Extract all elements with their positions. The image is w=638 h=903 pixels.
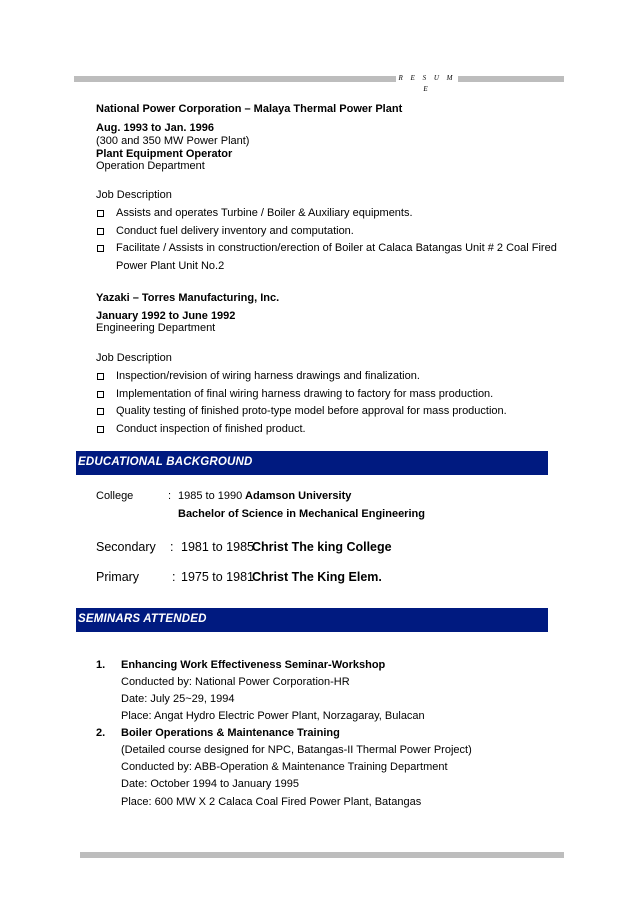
seminars-section-bar xyxy=(76,608,548,632)
education-section-title: EDUCATIONAL BACKGROUND xyxy=(78,456,253,468)
job1-duty: Assists and operates Turbine / Boiler & Auxiliary equipments. xyxy=(116,207,413,219)
job1-company: National Power Corporation – Malaya Thermal Power Plant xyxy=(96,103,403,115)
checkbox-bullet-icon xyxy=(97,373,104,380)
checkbox-bullet-icon xyxy=(97,210,104,217)
job1-position: Plant Equipment Operator xyxy=(96,148,233,160)
secondary-sep: : xyxy=(170,540,174,554)
job2-department: Engineering Department xyxy=(96,322,216,334)
seminar-detail: (Detailed course designed for NPC, Batangas-II Thermal Power Project) xyxy=(121,744,472,756)
college-years: 1985 to 1990 xyxy=(178,490,243,502)
seminar-detail: Place: Angat Hydro Electric Power Plant, Norzagaray, Bulacan xyxy=(121,710,425,722)
primary-school: Christ The King Elem. xyxy=(252,570,382,584)
college-sep: : xyxy=(168,490,172,502)
resume-tag: R E S U M E xyxy=(396,73,458,84)
job1-jd-label: Job Description xyxy=(96,189,172,201)
primary-years: 1975 to 1981 xyxy=(181,570,254,584)
seminar-detail: Conducted by: ABB-Operation & Maintenance Training Department xyxy=(121,761,448,773)
header-rule xyxy=(74,76,564,82)
checkbox-bullet-icon xyxy=(97,391,104,398)
college-label: College xyxy=(96,490,134,502)
job2-duty: Inspection/revision of wiring harness drawings and finalization. xyxy=(116,370,420,382)
job1-dates: Aug. 1993 to Jan. 1996 xyxy=(96,122,214,134)
job2-duty: Conduct inspection of finished product. xyxy=(116,423,306,435)
job2-duty: Implementation of final wiring harness drawing to factory for mass production. xyxy=(116,388,494,400)
seminar-name: Boiler Operations & Maintenance Training xyxy=(121,727,340,739)
seminar-number: 2. xyxy=(96,727,106,739)
footer-rule xyxy=(80,852,564,858)
job2-dates: January 1992 to June 1992 xyxy=(96,310,236,322)
job2-duty: Quality testing of finished proto-type model before approval for mass production. xyxy=(116,405,507,417)
seminar-number: 1. xyxy=(96,659,106,671)
secondary-school: Christ The king College xyxy=(252,540,392,554)
checkbox-bullet-icon xyxy=(97,426,104,433)
seminar-detail: Date: July 25~29, 1994 xyxy=(121,693,235,705)
secondary-years: 1981 to 1985 xyxy=(181,540,254,554)
primary-sep: : xyxy=(172,570,176,584)
job1-department: Operation Department xyxy=(96,160,205,172)
job1-plant: (300 and 350 MW Power Plant) xyxy=(96,135,250,147)
seminars-section-title: SEMINARS ATTENDED xyxy=(78,613,207,625)
checkbox-bullet-icon xyxy=(97,408,104,415)
seminar-detail: Conducted by: National Power Corporation-HR xyxy=(121,676,350,688)
seminar-detail: Date: October 1994 to January 1995 xyxy=(121,778,299,790)
checkbox-bullet-icon xyxy=(97,245,104,252)
seminar-detail: Place: 600 MW X 2 Calaca Coal Fired Power Plant, Batangas xyxy=(121,796,422,808)
job2-company: Yazaki – Torres Manufacturing, Inc. xyxy=(96,292,280,304)
job2-jd-label: Job Description xyxy=(96,352,172,364)
checkbox-bullet-icon xyxy=(97,228,104,235)
secondary-label: Secondary xyxy=(96,540,156,554)
education-section-bar xyxy=(76,451,548,475)
seminar-name: Enhancing Work Effectiveness Seminar-Workshop xyxy=(121,659,386,671)
job1-duty: Conduct fuel delivery inventory and computation. xyxy=(116,225,354,237)
job1-duty: Facilitate / Assists in construction/erection of Boiler at Calaca Batangas Unit # 2 Coal Fired xyxy=(116,242,557,254)
primary-label: Primary xyxy=(96,570,140,584)
job1-duty-continued: Power Plant Unit No.2 xyxy=(116,260,225,272)
college-school: Adamson University xyxy=(245,490,352,502)
college-degree: Bachelor of Science in Mechanical Engineering xyxy=(178,508,425,520)
